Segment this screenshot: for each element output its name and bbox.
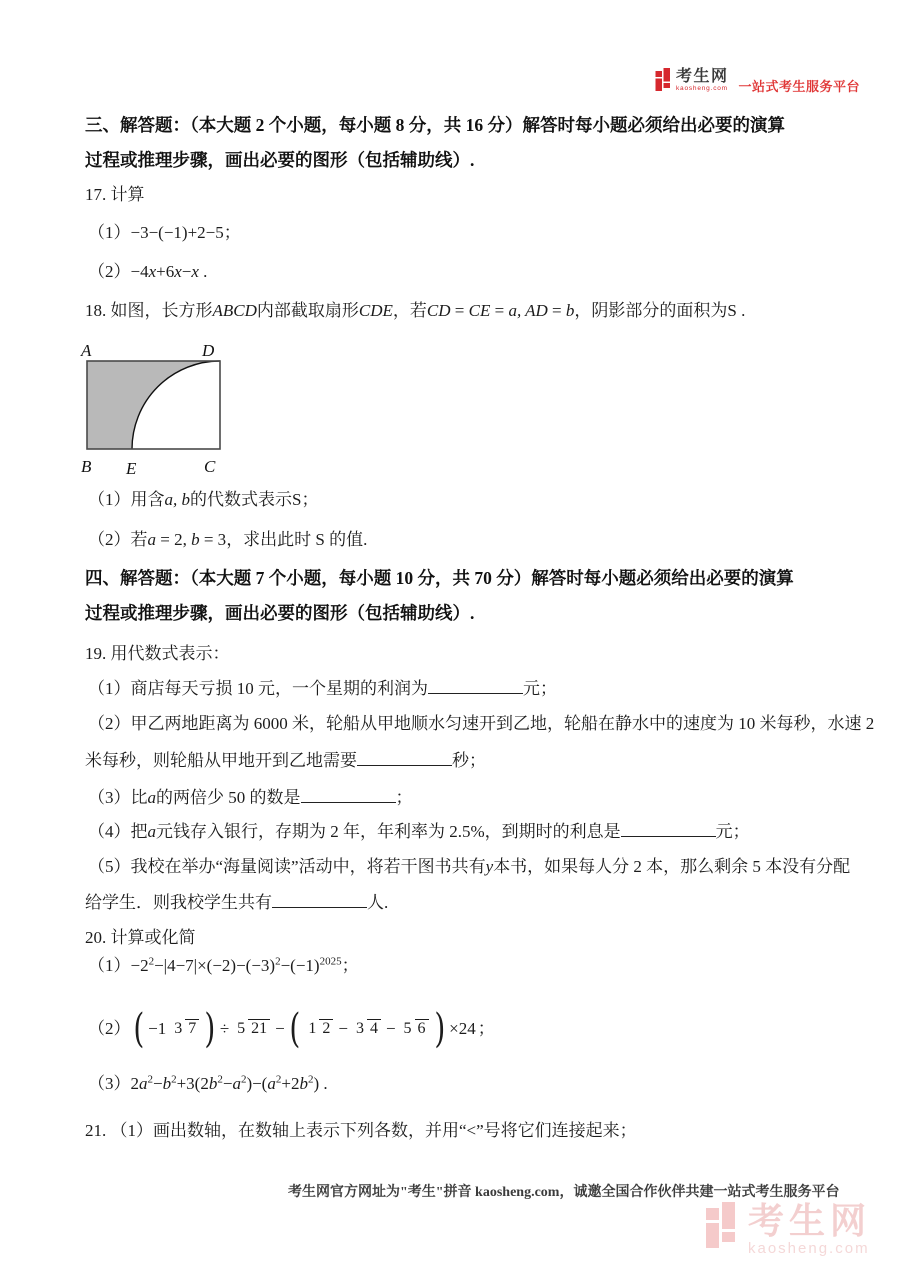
label-A: A (81, 342, 92, 360)
watermark-logo (706, 1202, 871, 1258)
problem19-part3: （3）比a的两倍少 50 的数是 ； (88, 788, 413, 807)
problem19-part2-line1: （2）甲乙两地距离为 6000 米，轮船从甲地顺水匀速开到乙地，轮船在静水中的速度为 10 米每秒，水速 2 (88, 714, 875, 733)
section3-heading-line1: 三、解答题：（本大题 2 个小题，每小题 8 分，共 16 分）解答时每小题必须给出必要的演算 (85, 115, 785, 135)
problem18-title: 18. 如图，长方形ABCD内部截取扇形CDE，若CD = CE = a, AD = b，阴影部分的面积为S . (85, 301, 746, 320)
problem20-part2: （2） ( −1 3 7 ) ÷ 5 21 − ( 1 2 − 3 4 − 5 6 ) ×24 ； (88, 1006, 495, 1052)
logo-domain: kaosheng.com (676, 85, 728, 92)
footer-text: 考生网官方网址为"考生"拼音 kaosheng.com，诚邀全国合作伙伴共建一站式考生服务平台 (288, 1185, 840, 1200)
logo-slogan: 一站式考生服务平台 (738, 79, 861, 94)
shaded-region (87, 361, 220, 449)
problem19-part5-line1: （5）我校在举办“海量阅读”活动中，将若干图书共有y本书，如果每人分 2 本，那么剩余 5 本没有分配 (88, 857, 851, 876)
label-D: D (202, 342, 215, 360)
problem19-part1: （1）商店每天亏损 10 元，一个星期的利润为 元； (88, 679, 557, 698)
section4-heading-line2: 过程或推理步骤，画出必要的图形（包括辅助线）. (85, 603, 475, 623)
problem19-part2-line2: 米每秒，则轮船从甲地开到乙地需要 秒； (85, 751, 486, 770)
problem20-part3: $(3)2a^2-b^2+3(2b^2-a^2)-(a^2+2b^2)$ . (88, 1073, 328, 1093)
problem18-part2: （2）若a = 2, b = 3，求出此时 S 的值. (88, 530, 368, 549)
label-E: E (126, 459, 137, 478)
problem18-figure (80, 342, 240, 483)
problem20-title: 20. 计算或化简 (85, 928, 196, 947)
logo-name: 考生网 (676, 68, 729, 85)
kaosheng-watermark-icon (706, 1202, 736, 1248)
rectangle-sector-figure (80, 342, 240, 478)
site-logo (655, 68, 860, 95)
problem19-part5-line2: 给学生．则我校学生共有 人. (85, 893, 389, 912)
kaosheng-logo-icon (655, 68, 671, 91)
problem17-title: 17. 计算 (85, 185, 145, 204)
label-C: C (204, 457, 216, 476)
problem21-title: 21. （1）画出数轴，在数轴上表示下列各数，并用“<”号将它们连接起来； (85, 1121, 637, 1140)
section3-heading-line2: 过程或推理步骤，画出必要的图形（包括辅助线）. (85, 150, 475, 170)
problem20-part1: $(1)-2^2-|4-7|\times(-2)-(-3)^2-(-1)^{2025}$； (88, 955, 359, 975)
problem19-title: 19. 用代数式表示： (85, 644, 230, 663)
watermark-domain: kaosheng.com (748, 1240, 870, 1257)
watermark-name: 考生网 (748, 1200, 872, 1241)
section4-heading-line1: 四、解答题：（本大题 7 个小题，每小题 10 分，共 70 分）解答时每小题必须给出必要的演算 (85, 568, 794, 588)
problem18-part1: （1）用含a, b的代数式表示S； (88, 490, 319, 509)
problem17-part1: （1）−3−(−1)+2−5； (88, 223, 241, 242)
problem17-part2: （2）−4x+6x−x . (88, 262, 208, 281)
label-B: B (81, 457, 92, 476)
problem19-part4: （4）把a元钱存入银行，存期为 2 年，年利率为 2.5%，到期时的利息是 元； (88, 822, 750, 841)
